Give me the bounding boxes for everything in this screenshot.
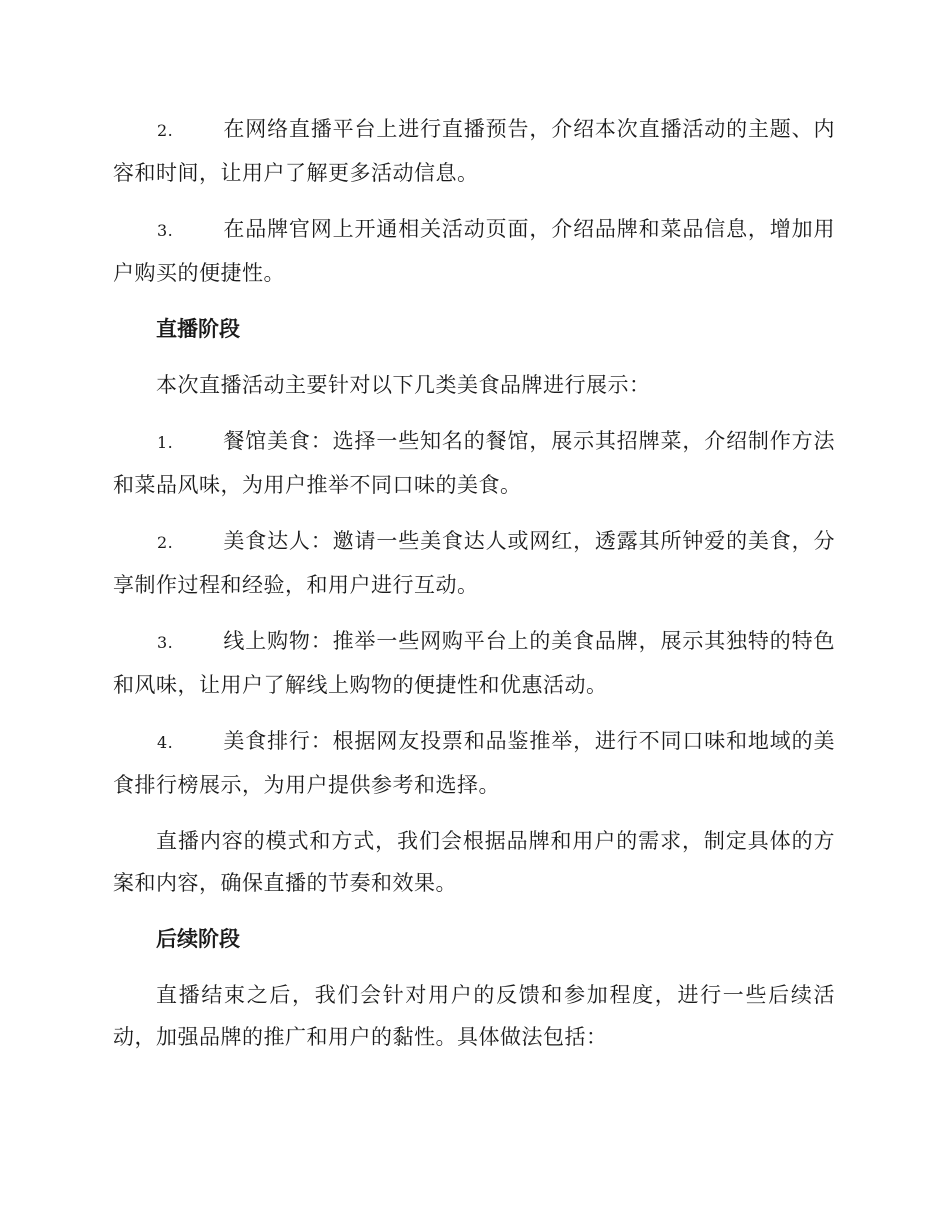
list-item xyxy=(113,720,835,806)
list-number: 3. xyxy=(157,633,174,652)
follow-intro-paragraph: 直播结束之后，我们会针对用户的反馈和参加程度，进行一些后续活动，加强品牌的推广和用户的黏性。具体做法包括： xyxy=(113,983,835,1049)
list-text: 在网络直播平台上进行直播预告，介绍本次直播活动的主题、内容和时间，让用户了解更多活动信息。 xyxy=(113,117,835,185)
list-number: 3. xyxy=(157,221,174,240)
list-text: 美食达人：邀请一些美食达人或网红，透露其所钟爱的美食，分享制作过程和经验，和用户进行互动。 xyxy=(113,529,835,597)
list-item xyxy=(113,208,835,294)
live-intro-paragraph: 本次直播活动主要针对以下几类美食品牌进行展示： xyxy=(156,373,651,397)
list-number: 2. xyxy=(157,533,174,552)
section-heading-follow: 后续阶段 xyxy=(156,927,240,951)
list-item xyxy=(113,520,835,606)
list-item xyxy=(113,620,835,706)
list-text: 在品牌官网上开通相关活动页面，介绍品牌和菜品信息，增加用户购买的便捷性。 xyxy=(113,217,835,285)
live-closing-paragraph: 直播内容的模式和方式，我们会根据品牌和用户的需求，制定具体的方案和内容，确保直播的节奏和效果。 xyxy=(113,829,835,895)
list-item xyxy=(113,108,835,194)
list-number: 1. xyxy=(157,433,174,452)
list-text: 餐馆美食：选择一些知名的餐馆，展示其招牌菜，介绍制作方法和菜品风味，为用户推举不同口味的美食。 xyxy=(113,429,835,497)
list-text: 美食排行：根据网友投票和品鉴推举，进行不同口味和地域的美食排行榜展示，为用户提供参考和选择。 xyxy=(113,729,835,797)
list-text: 线上购物：推举一些网购平台上的美食品牌，展示其独特的特色和风味，让用户了解线上购物的便捷性和优惠活动。 xyxy=(113,629,835,697)
list-item xyxy=(113,420,835,506)
list-number: 2. xyxy=(157,121,174,140)
document-body xyxy=(113,108,835,1072)
list-number: 4. xyxy=(157,733,174,752)
section-heading-live: 直播阶段 xyxy=(156,317,240,341)
